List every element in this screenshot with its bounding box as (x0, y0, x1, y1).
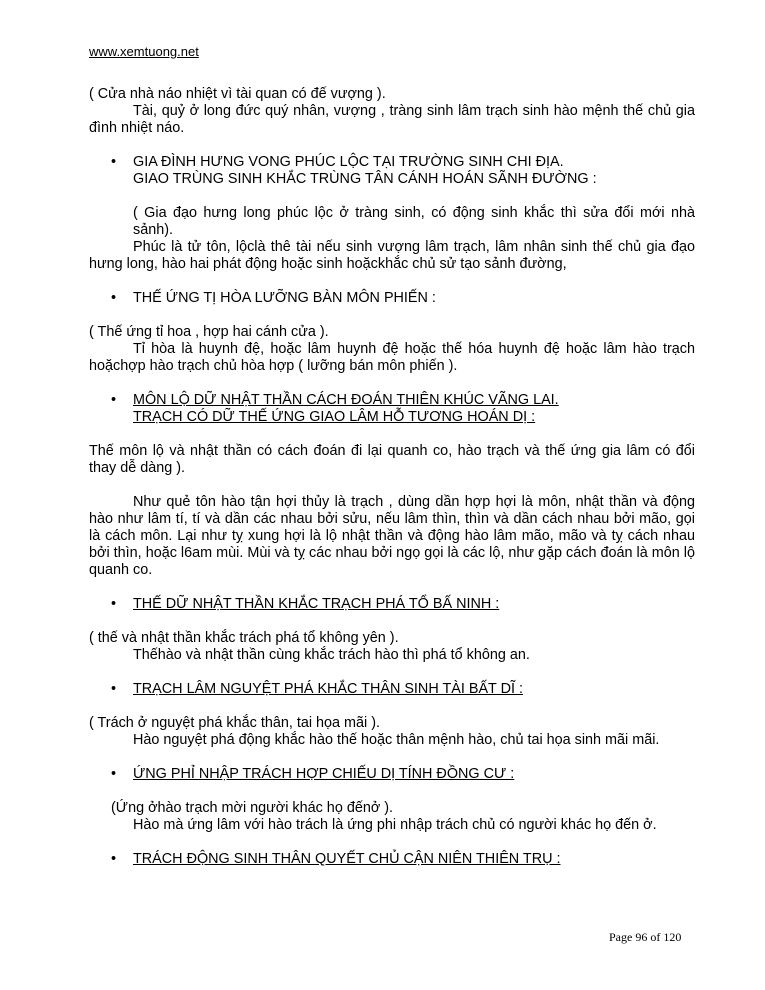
bullet-heading (89, 851, 695, 868)
paragraph: Hào mà ứng lâm với hào trách là ứng phi nhập trách chủ có người khác họ đến ở. (133, 817, 657, 833)
paragraph: Thế môn lộ và nhật thần có cách đoán đi lại quanh co, hào trạch và thế ứng gia lâm có đổi thay dễ dàng ). (89, 443, 695, 476)
heading-line: GIAO TRÙNG SINH KHẮC TRÙNG TÂN CÁNH HOÁN SÃNH ĐƯỜNG : (133, 171, 597, 187)
bullet-icon: • (111, 851, 117, 867)
paragraph: Thếhào và nhật thần cùng khắc trách hào thì phá tổ không an. (133, 647, 530, 663)
paragraph: Tài, quỷ ở long đức quý nhân, vượng , tràng sinh lâm trạch sinh hào mệnh thế chủ gia đình nhiệt náo. (89, 103, 695, 136)
bullet-icon: • (111, 154, 117, 170)
header-url[interactable]: www.xemtuong.net (89, 44, 199, 59)
paragraph: Tỉ hòa là huynh đệ, hoặc lâm huynh đệ hoặc thế hóa huynh đệ hoặc lâm hào trạch hoặchợp hào trạch chủ hòa hợp ( lưỡng bán môn phiến ). (89, 341, 695, 374)
heading-line: TRÁCH ĐỘNG SINH THÂN QUYẾT CHỦ CẬN NIÊN THIÊN TRỤ : (133, 851, 561, 867)
paragraph: Như quẻ tôn hào tận hợi thủy là trạch , dùng dần hợp hợi là môn, nhật thần và động hào như lâm tí, tí và dần các nhau bởi sửu, nếu lâm thìn, thìn và dần cách nhau bởi mão, gọi là cách môn. Lại như tỵ xung hợi là lộ nhật thần và động hào lâm mão, mão và tỵ cách nhau bởi thìn, hoặc l6am mùi. Mùi và tỵ các nhau bởi ngọ gọi là các lộ, như gặp cách đoán là môn lộ quanh co. (89, 494, 695, 578)
heading-line: THẾ DỮ NHẬT THẦN KHẮC TRẠCH PHÁ TỔ BẤ NINH : (133, 596, 500, 612)
bullet-icon: • (111, 596, 117, 612)
bullet-heading (89, 392, 695, 426)
paragraph: ( Trách ở nguyệt phá khắc thân, tai họa mãi ). (89, 715, 381, 731)
bullet-heading (89, 681, 695, 698)
heading-line: ỨNG PHỈ NHẬP TRÁCH HỢP CHIẾU DỊ TÍNH ĐỒNG CƯ : (133, 766, 515, 782)
heading-line: MÔN LỘ DỮ NHẬT THẦN CÁCH ĐOÁN THIÊN KHÚC VÃNG LAI. (133, 392, 559, 408)
paragraph: Hào nguyệt phá động khắc hào thế hoặc thân mệnh hào, chủ tai họa sinh mãi mãi. (133, 732, 660, 748)
heading-line: TRẠCH LÂM NGUYỆT PHÁ KHẮC THÂN SINH TÀI BẤT DĨ : (133, 681, 523, 697)
paragraph: ( thế và nhật thần khắc trách phá tổ không yên ). (89, 630, 399, 646)
paragraph: Phúc là tử tôn, lộclà thê tài nếu sinh vượng lâm trạch, lâm nhân sinh thế chủ gia đạo hưng long, hào hai phát động hoặc sinh hoặckhắc chủ sử tạo sảnh đường, (89, 239, 695, 272)
paragraph: ( Cửa nhà náo nhiệt vì tài quan có đế vượng ). (89, 86, 386, 102)
paragraph: ( Gia đạo hưng long phúc lộc ở tràng sinh, có động sinh khắc thì sửa đổi mới nhà sảnh). (133, 205, 695, 238)
bullet-icon: • (111, 290, 117, 306)
heading-line: GIA ĐÌNH HƯNG VONG PHÚC LỘC TẠI TRƯỜNG SINH CHI ĐỊA. (133, 154, 564, 170)
page-content (89, 86, 695, 868)
bullet-icon: • (111, 392, 117, 408)
bullet-heading (89, 596, 695, 613)
bullet-heading (89, 290, 695, 307)
paragraph: (Ứng ởhào trạch mời người khác họ đếnở ). (111, 800, 394, 816)
page-number: Page 96 of 120 (609, 930, 682, 944)
bullet-heading (89, 154, 695, 188)
heading-line: THẾ ỨNG TỊ HÒA LƯỠNG BÀN MÔN PHIẾN : (133, 290, 436, 306)
heading-line: TRẠCH CÓ DỮ THẾ ỨNG GIAO LÂM HỖ TƯƠNG HOÁN DỊ : (133, 409, 536, 425)
paragraph: ( Thế ứng tỉ hoa , hợp hai cánh cửa ). (89, 324, 329, 340)
bullet-icon: • (111, 681, 117, 697)
bullet-icon: • (111, 766, 117, 782)
bullet-heading (89, 766, 695, 783)
